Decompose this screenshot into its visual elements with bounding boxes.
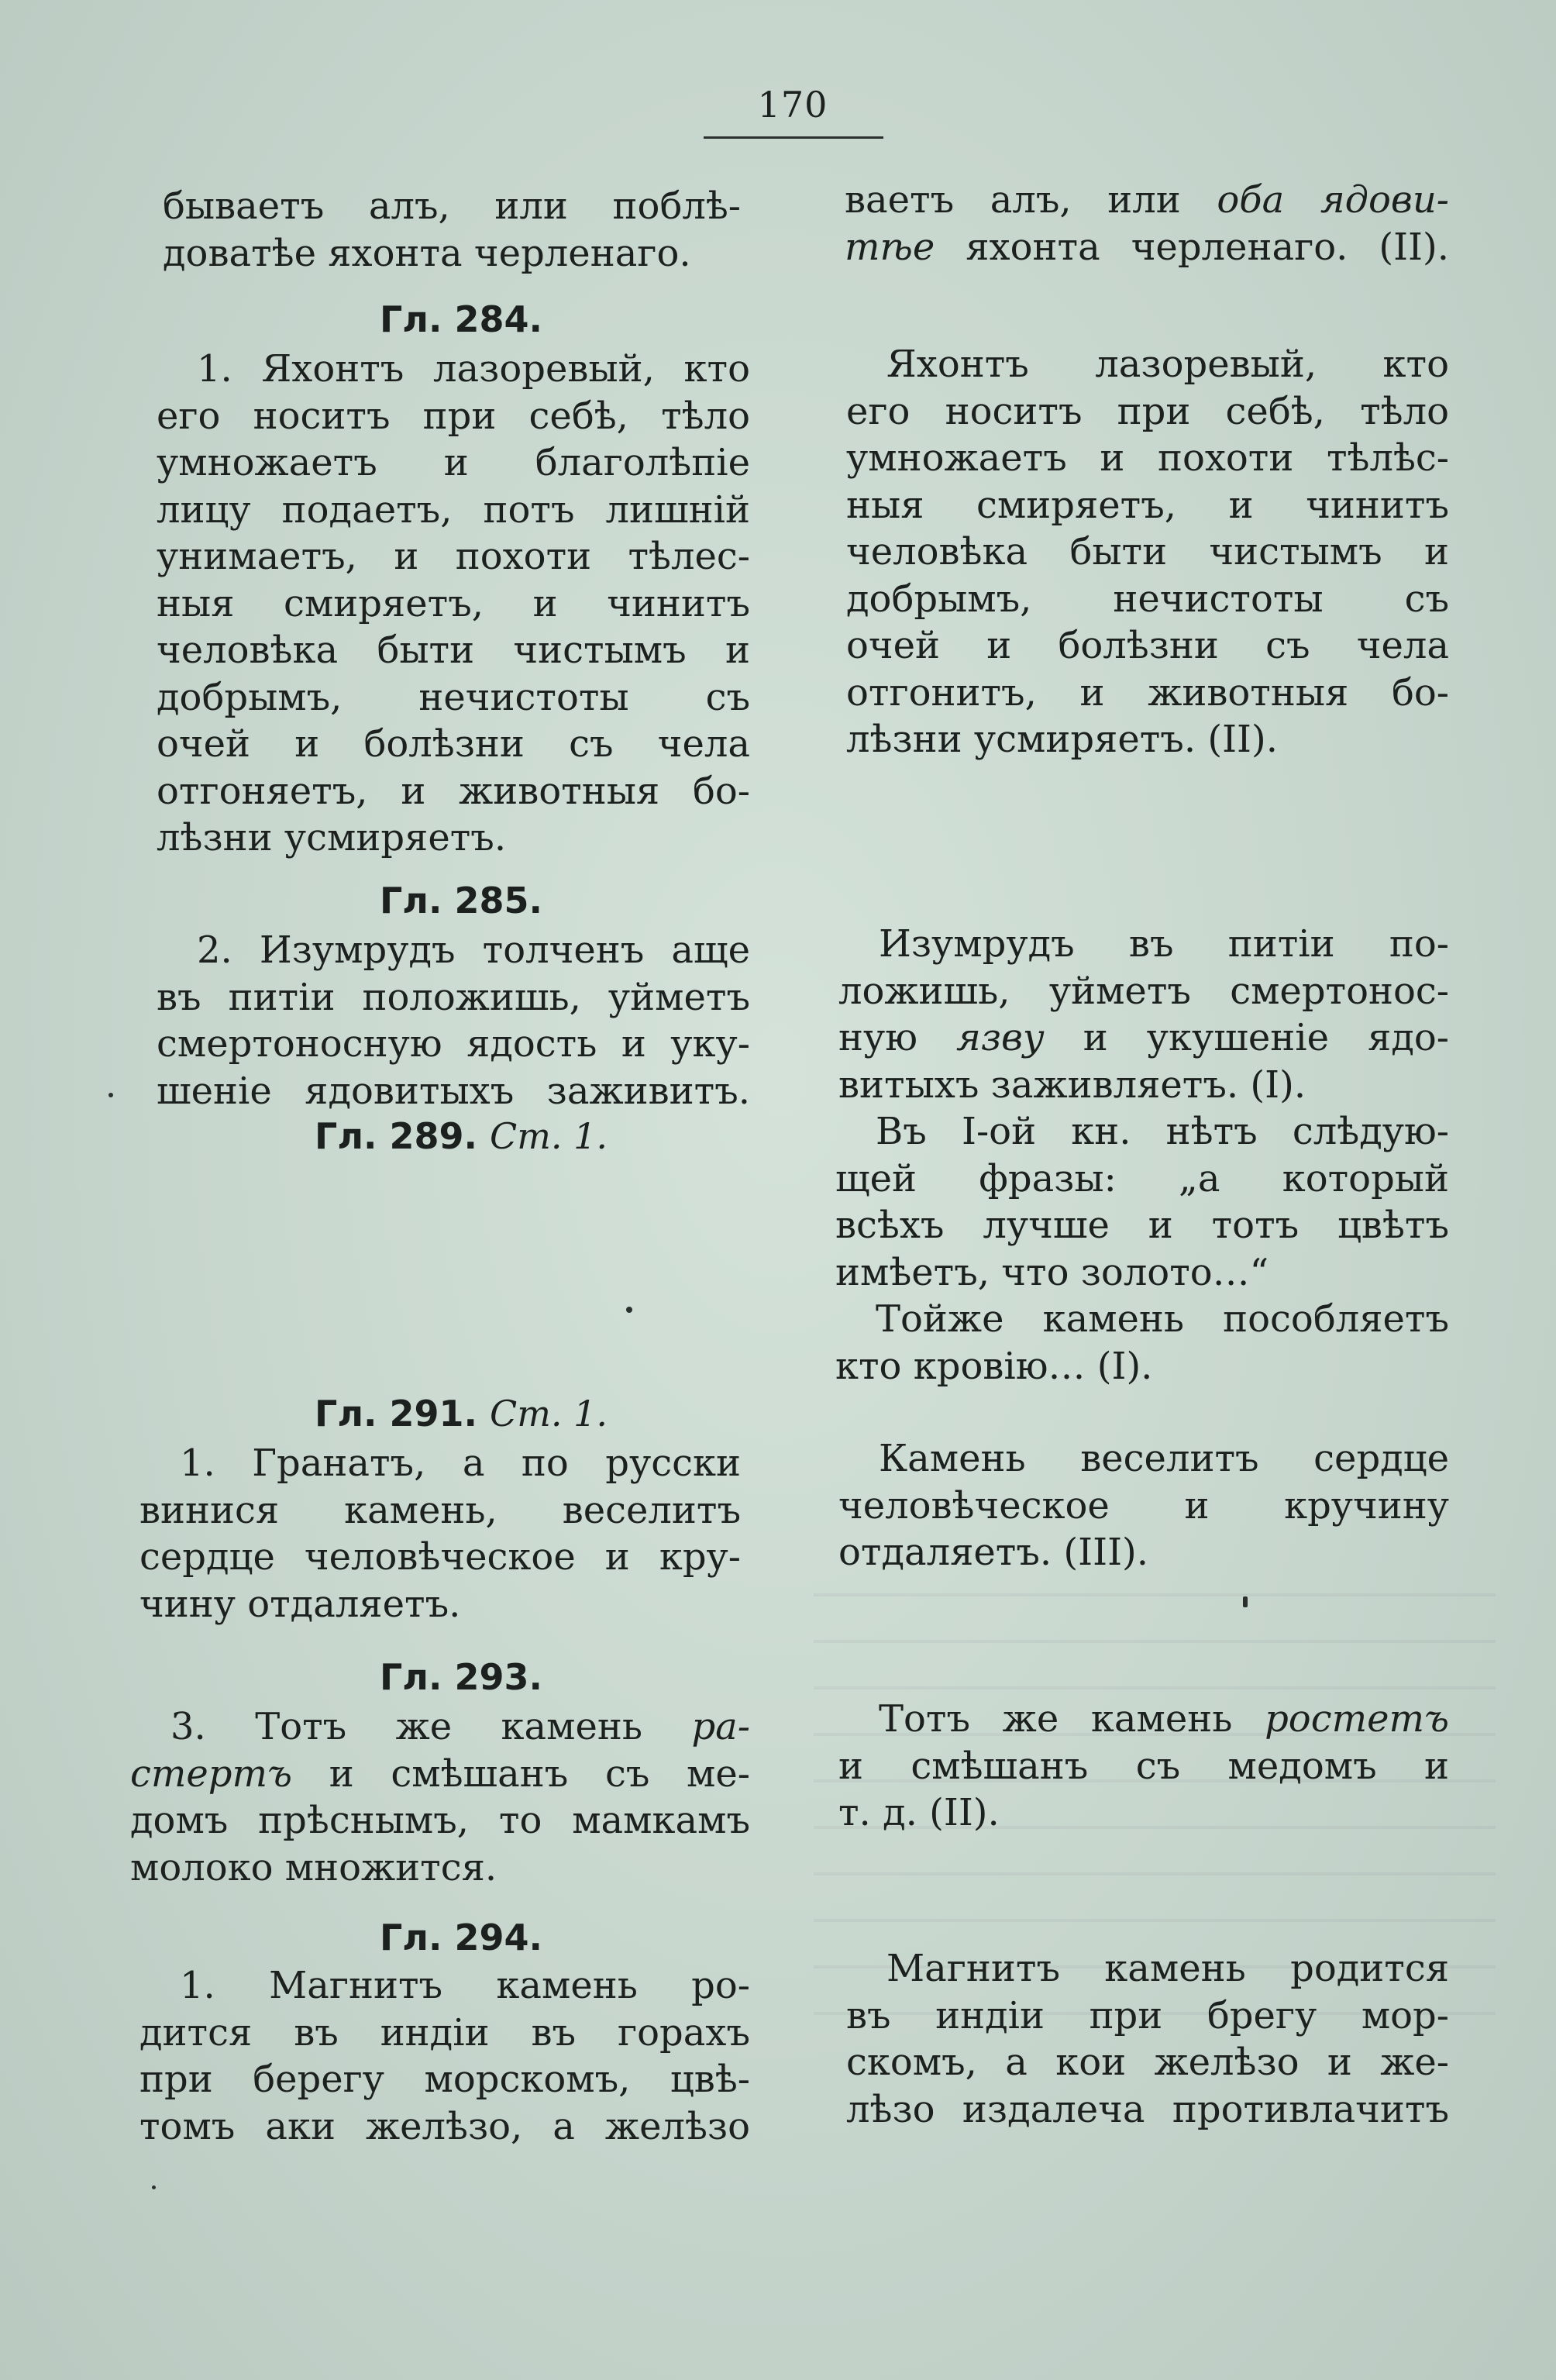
text-run: 3. Тотъ же камень <box>170 1705 692 1748</box>
verse-reference: Ст. 1. <box>490 1115 608 1157</box>
text-line: лѣзо издалеча противлачитъ <box>846 2087 1449 2131</box>
text-line: Камень веселитъ сердце <box>879 1437 1449 1480</box>
chapter-number: Гл. 291. <box>315 1393 478 1435</box>
text-line: т. д. (II). <box>838 1791 1000 1834</box>
text-line: умножаетъ и похоти тѣлѣс- <box>846 436 1449 480</box>
text-line: лицу подаетъ, потъ лишній <box>157 487 750 532</box>
italic-run: ростетъ <box>1265 1697 1449 1741</box>
text-line: отгоняетъ, и животныя бо- <box>157 769 750 813</box>
left-paragraph-284 <box>157 346 750 862</box>
right-paragraph-291 <box>838 1435 1449 1576</box>
left-paragraph-285 <box>157 927 750 1114</box>
text-line <box>130 1751 750 1798</box>
text-run: ную <box>838 1016 957 1059</box>
text-line: сердце человѣческое и кру- <box>139 1535 741 1579</box>
text-line: 1. Гранатъ, а по русски <box>180 1441 741 1485</box>
text-line: винися камень, веселитъ <box>139 1488 741 1532</box>
text-line: отдаляетъ. (III). <box>838 1531 1149 1574</box>
text-line: въ индіи при брегу мор- <box>846 1993 1449 2037</box>
chapter-heading-284: Гл. 284. <box>380 298 542 340</box>
italic-run: тѣе <box>845 225 935 269</box>
text-line: домъ прѣснымъ, то мамкамъ <box>130 1799 750 1842</box>
text-line: 2. Изумрудъ толченъ аще <box>197 928 750 972</box>
right-paragraph-289 <box>835 1108 1449 1390</box>
text-line: Яхонтъ лазоревый, кто <box>886 343 1449 386</box>
text-line: и смѣшанъ съ медомъ и <box>838 1744 1449 1788</box>
text-line <box>845 177 1449 224</box>
text-line: умножаетъ и благолѣпіе <box>157 441 750 484</box>
text-line: Изумрудъ въ питіи по- <box>879 922 1449 966</box>
text-line: Въ I-ой кн. нѣтъ слѣдую- <box>876 1110 1449 1153</box>
text-line: унимаетъ, и похоти тѣлес- <box>157 535 750 578</box>
text-line: смертоносную ядость и уку- <box>157 1022 750 1066</box>
chapter-heading-291 <box>139 1390 783 1437</box>
text-line: скомъ, а кои желѣзо и же- <box>846 2041 1449 2084</box>
text-line: человѣка быти чистымъ и <box>157 629 750 672</box>
text-line: бываетъ алъ, или поблѣ- <box>163 184 741 228</box>
text-line <box>838 1696 1449 1743</box>
ink-speck <box>152 2185 156 2189</box>
left-intro <box>163 183 741 277</box>
text-line: кто кровію… (I). <box>835 1344 1153 1388</box>
text-run: и укушеніе ядо- <box>1044 1016 1450 1059</box>
italic-run: язву <box>956 1016 1045 1059</box>
text-line: ныя смиряетъ, и чинитъ <box>846 483 1449 527</box>
text-line: его носитъ при себѣ, тѣло <box>846 389 1449 433</box>
text-line: Магнитъ камень родится <box>886 1947 1449 1990</box>
text-line: очей и болѣзни съ чела <box>846 624 1449 667</box>
text-run: Тотъ же камень <box>879 1697 1265 1741</box>
text-line: молоко множится. <box>130 1845 497 1889</box>
right-paragraph-294 <box>846 1945 1449 2133</box>
text-line: щей фразы: „а который <box>835 1156 1449 1200</box>
text-line: томъ аки желѣзо, а желѣзо <box>139 2104 750 2148</box>
italic-run: ра- <box>691 1705 750 1748</box>
right-paragraph-293 <box>838 1696 1449 1837</box>
left-paragraph-294 <box>139 1962 750 2150</box>
text-line <box>845 224 1449 271</box>
text-line: всѣхъ лучше и тотъ цвѣтъ <box>835 1204 1449 1247</box>
text-line: ложишь, уйметъ смертонос- <box>838 969 1449 1013</box>
ink-speck <box>1243 1596 1248 1607</box>
text-line: при берегу морскомъ, цвѣ- <box>139 2058 750 2101</box>
verse-reference: Ст. 1. <box>490 1393 608 1435</box>
italic-run: оба ядови- <box>1217 178 1449 222</box>
text-line: ныя смиряетъ, и чинитъ <box>157 581 750 625</box>
text-line: добрымъ, нечистоты съ <box>846 577 1449 621</box>
text-run: яхонта черленаго. (II). <box>935 225 1449 269</box>
text-line: лѣзни усмиряетъ. (II). <box>846 718 1278 761</box>
right-paragraph-284 <box>846 341 1449 763</box>
chapter-heading-294: Гл. 294. <box>380 1917 542 1958</box>
text-line: 1. Магнитъ камень ро- <box>180 1964 750 2007</box>
chapter-heading-285: Гл. 285. <box>380 880 542 921</box>
left-paragraph-291 <box>139 1440 741 1627</box>
right-paragraph-285 <box>838 921 1449 1108</box>
text-run: ваетъ алъ, или <box>845 178 1217 222</box>
left-paragraph-293 <box>130 1703 750 1891</box>
text-line: отгонитъ, и животныя бо- <box>846 670 1449 715</box>
text-line: человѣка быти чистымъ и <box>846 530 1449 573</box>
ink-speck <box>626 1307 632 1313</box>
text-line: Тойже камень пособляетъ <box>876 1297 1449 1341</box>
text-line: лѣзни усмиряетъ. <box>157 816 507 859</box>
ink-speck <box>108 1093 113 1097</box>
text-line: очей и болѣзни съ чела <box>157 722 750 766</box>
text-line: въ питіи положишь, уйметъ <box>157 975 750 1019</box>
text-line: шеніе ядовитыхъ заживитъ. <box>157 1069 750 1113</box>
text-line: 1. Яхонтъ лазоревый, кто <box>197 347 750 391</box>
text-line: имѣетъ, что золото…“ <box>835 1250 1269 1294</box>
text-line: витыхъ заживляетъ. (I). <box>838 1063 1306 1107</box>
page-number: 170 <box>757 84 828 126</box>
page-number-rule <box>704 136 883 139</box>
text-line: чину отдаляетъ. <box>139 1582 461 1626</box>
chapter-heading-293: Гл. 293. <box>380 1656 542 1698</box>
text-run: и смѣшанъ съ ме- <box>292 1751 750 1796</box>
text-line: дится въ индіи въ горахъ <box>139 2010 750 2055</box>
text-line <box>838 1014 1449 1062</box>
text-line: человѣческое и кручину <box>838 1483 1449 1528</box>
text-line: его носитъ при себѣ, тѣло <box>157 394 750 438</box>
right-intro <box>845 177 1449 270</box>
italic-run: стертъ <box>130 1751 293 1796</box>
text-line: доватѣе яхонта черленаго. <box>163 231 691 275</box>
text-line: добрымъ, нечистоты съ <box>157 675 750 719</box>
chapter-heading-289 <box>139 1113 783 1159</box>
text-line <box>130 1703 750 1751</box>
chapter-number: Гл. 289. <box>315 1115 478 1157</box>
